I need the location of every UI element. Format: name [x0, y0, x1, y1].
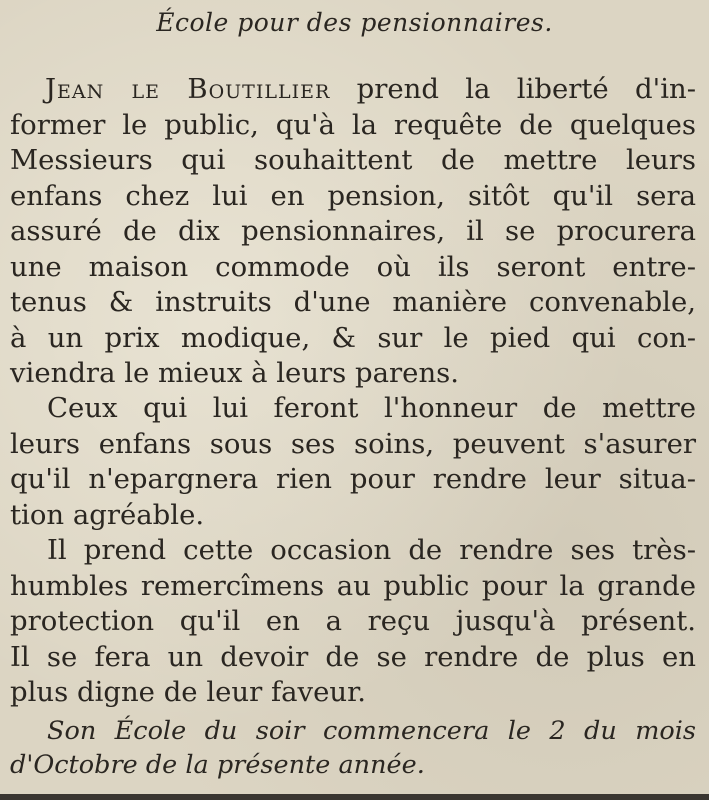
text-line: Messieurs qui souhaittent de mettre leurs — [10, 144, 696, 176]
text-line: Il prend cette occasion de rendre ses très- — [47, 534, 696, 566]
text-line: protection qu'il en a reçu jusqu'à présent. — [10, 605, 696, 637]
text-line: plus digne de leur faveur. — [10, 676, 366, 708]
text-line: assuré de dix pensionnaires, il se procurera — [10, 215, 696, 247]
text-line: former le public, qu'à la requête de quelques — [10, 108, 696, 141]
text-line: Ceux qui lui feront l'honneur de mettre — [47, 392, 696, 424]
text-line: une maison commode où ils seront entre- — [10, 250, 696, 283]
text-line: humbles remercîmens au public pour la grande — [10, 569, 696, 602]
text-line: Il se fera un devoir de se rendre de plus en — [10, 640, 696, 673]
text-line: tion agréable. — [10, 498, 205, 531]
proprietor-name: Jean le Boutillier — [45, 73, 331, 105]
page-bottom-edge — [0, 794, 709, 800]
notice-title: École pour des pensionnaires. — [156, 8, 553, 37]
paragraph-care — [10, 391, 696, 533]
closing-note — [10, 714, 696, 782]
text-line: viendra le mieux à leurs parens. — [10, 357, 460, 389]
text-line: d'Octobre de la présente année. — [10, 750, 425, 780]
text-line: enfans chez lui en pension, sitôt qu'il sera — [10, 179, 696, 212]
text-line: à un prix modique, & sur le pied qui con- — [10, 321, 696, 354]
paragraph-announcement-line-1: Jean le Boutillier prend la liberté d'in- — [45, 73, 696, 105]
paragraph-thanks — [10, 533, 696, 711]
paragraph-announcement — [10, 72, 696, 392]
text-line: leurs enfans sous ses soins, peuvent s'asurer — [10, 427, 696, 460]
text-line: Son École du soir commencera le 2 du mois — [47, 716, 696, 746]
text-line: qu'il n'epargnera rien pour rendre leur situa- — [10, 463, 696, 495]
text-line: tenus & instruits d'une manière convenable, — [10, 286, 696, 318]
